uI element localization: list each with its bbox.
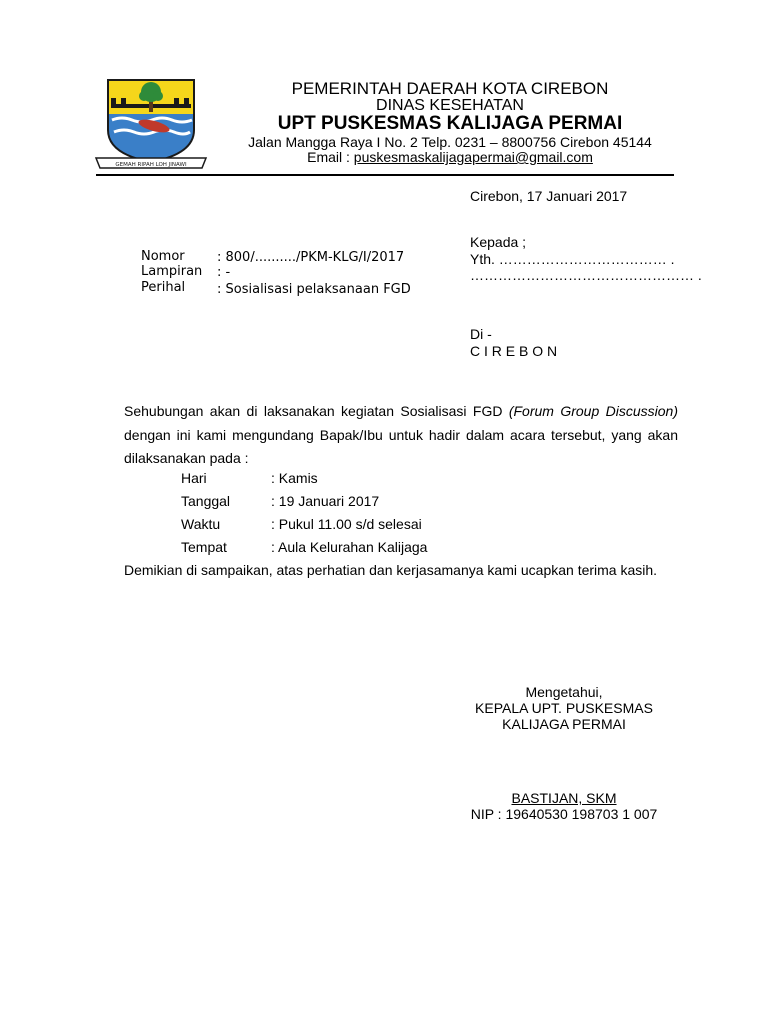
recipient-city: C I R E B O N bbox=[470, 343, 558, 359]
cirebon-city-emblem bbox=[94, 78, 208, 172]
nomor-label: Nomor bbox=[141, 249, 185, 264]
letter-date: Cirebon, 17 Januari 2017 bbox=[470, 188, 628, 204]
signature-title1: KEPALA UPT. PUSKESMAS bbox=[475, 700, 653, 716]
perihal-label: Perihal bbox=[141, 280, 186, 295]
letterhead-department: DINAS KESEHATAN bbox=[376, 97, 524, 114]
opening-text-italic: (Forum Group Discussion) bbox=[508, 403, 678, 419]
signature-name: BASTIJAN, SKM bbox=[511, 790, 617, 806]
perihal-value: : Sosialisasi pelaksanaan FGD bbox=[217, 282, 411, 297]
signature-title2: KALIJAGA PERMAI bbox=[502, 716, 626, 732]
letterhead-email-line bbox=[200, 149, 700, 165]
detail-label-hari: Hari bbox=[181, 470, 207, 486]
detail-label-tanggal: Tanggal bbox=[181, 493, 231, 509]
detail-value-waktu: : Pukul 11.00 s/d selesai bbox=[271, 516, 422, 532]
svg-text:GEMAH RIPAH LOH JINAWI: GEMAH RIPAH LOH JINAWI bbox=[115, 162, 187, 168]
detail-label-tempat: Tempat bbox=[181, 539, 227, 555]
lampiran-value: : - bbox=[217, 265, 231, 280]
email-label: Email : bbox=[307, 149, 354, 165]
recipient-kepada: Kepada ; bbox=[470, 234, 527, 250]
letterhead-address: Jalan Mangga Raya I No. 2 Telp. 0231 – 8800756 Cirebon 45144 bbox=[248, 134, 652, 150]
signature-nip: NIP : 19640530 198703 1 007 bbox=[470, 806, 658, 822]
opening-text-a: Sehubungan akan di laksanakan kegiatan Sosialisasi FGD bbox=[124, 403, 509, 419]
email-link[interactable]: puskesmaskalijagapermai@gmail.com bbox=[353, 149, 593, 165]
detail-value-hari: : Kamis bbox=[271, 470, 318, 486]
body-paragraph-closing: Demikian di sampaikan, atas perhatian dan kerjasamanya kami ucapkan terima kasih. bbox=[124, 562, 658, 578]
detail-label-waktu: Waktu bbox=[181, 516, 221, 532]
letterhead-divider bbox=[96, 174, 674, 176]
signature-mengetahui: Mengetahui, bbox=[525, 684, 603, 700]
detail-value-tanggal: : 19 Januari 2017 bbox=[271, 493, 380, 509]
recipient-yth: Yth. ……………………………… . bbox=[470, 251, 675, 267]
detail-value-tempat: : Aula Kelurahan Kalijaga bbox=[271, 539, 428, 555]
letterhead-institution: UPT PUSKESMAS KALIJAGA PERMAI bbox=[277, 113, 623, 134]
recipient-di: Di - bbox=[470, 326, 492, 342]
opening-text-b: dengan ini kami mengundang Bapak/Ibu untuk hadir dalam acara tersebut, yang akan dilaksanakan pada : bbox=[124, 426, 678, 466]
letterhead-government: PEMERINTAH DAERAH KOTA CIREBON bbox=[291, 79, 609, 98]
lampiran-label: Lampiran bbox=[141, 264, 203, 279]
body-paragraph-opening bbox=[124, 400, 678, 471]
recipient-line2: ………………………………………… . bbox=[470, 267, 702, 283]
nomor-value: : 800/........../PKM-KLG/I/2017 bbox=[217, 250, 405, 265]
